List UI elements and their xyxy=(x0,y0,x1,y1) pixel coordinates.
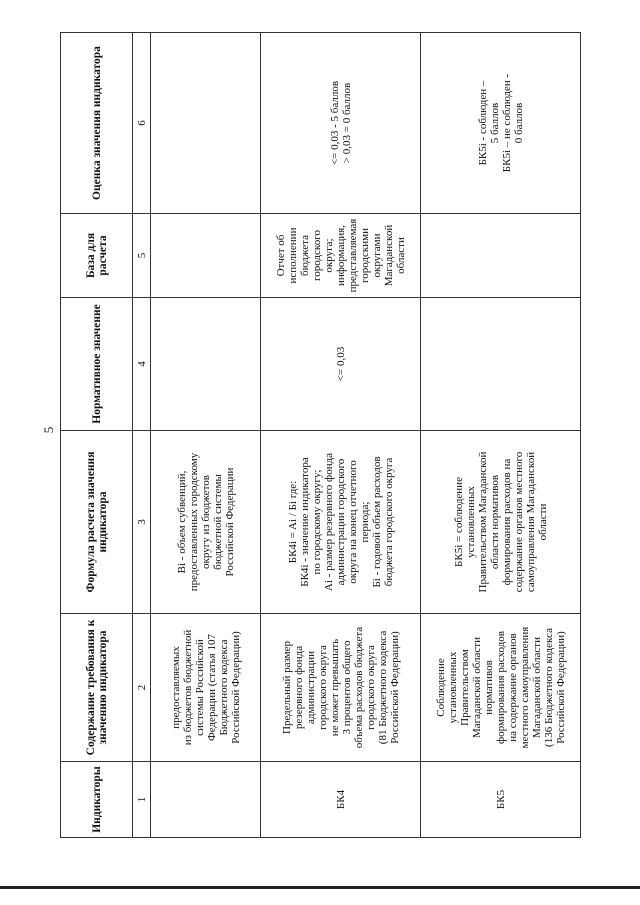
table-row xyxy=(421,33,581,838)
rotated-table-container xyxy=(60,33,580,838)
cell-requirement: Предельный размер резервного фонда администрации городского округа не может превышать 3 процентов общего объема расходов бюджета городского округа (81 Бюджетного кодекса Российской Федерации) xyxy=(261,614,421,762)
header-requirement: Содержание требования к значению индикатора xyxy=(61,614,133,762)
header-formula: Формула расчета значения индикатора xyxy=(61,431,133,614)
cell-indicator: БК4 xyxy=(261,762,421,838)
indicators-table xyxy=(60,32,581,838)
cell-requirement: Соблюдение установленных Правительством Магаданской области нормативов формирования расходов на содержание органов местного самоуправления Магаданской области (136 Бюджетного кодекса Российской Федерации) xyxy=(421,614,581,762)
header-evaluation: Оценка значения индикатора xyxy=(61,33,133,214)
header-base: База для расчета xyxy=(61,214,133,298)
footer-divider xyxy=(0,886,640,889)
cell-base xyxy=(151,214,261,298)
cell-formula: БК4i = Ai / Бi где: БК4i - значение индикатора по городскому округу; Ai - размер резервного фонда администрации городского округа на конец отчетного периода; Бi - годовой объем расходов бюджета городского округа xyxy=(261,431,421,614)
col-number: 1 xyxy=(133,762,151,838)
col-number: 4 xyxy=(133,298,151,431)
cell-formula: Bi - объем субвенций, предоставленных городскому округу из бюджетов бюджетной системы Российской Федерации xyxy=(151,431,261,614)
cell-indicator: БК5 xyxy=(421,762,581,838)
cell-indicator xyxy=(151,762,261,838)
table-row xyxy=(151,33,261,838)
col-number: 5 xyxy=(133,214,151,298)
cell-evaluation xyxy=(151,33,261,214)
table-header-row xyxy=(61,33,133,838)
header-indicators: Индикаторы xyxy=(61,762,133,838)
col-number: 3 xyxy=(133,431,151,614)
cell-formula: БК5i = соблюдение установленных Правительством Магаданской области нормативов формирования расходов на содержание органов местного самоуправления Магаданской области xyxy=(421,431,581,614)
col-number: 2 xyxy=(133,614,151,762)
column-number-row xyxy=(133,33,151,838)
header-normative: Нормативное значение xyxy=(61,298,133,431)
cell-normative xyxy=(421,298,581,431)
cell-base: Отчет об исполнении бюджета городского округа; информация, представляемая городскими округами Магаданской области xyxy=(261,214,421,298)
col-number: 6 xyxy=(133,33,151,214)
cell-evaluation: <= 0,03 - 5 баллов > 0,03 = 0 баллов xyxy=(261,33,421,214)
cell-base xyxy=(421,214,581,298)
cell-normative: <= 0,03 xyxy=(261,298,421,431)
cell-evaluation: БК5i - соблюден – 5 баллов БК5i – не соблюден - 0 баллов xyxy=(421,33,581,214)
cell-normative xyxy=(151,298,261,431)
cell-requirement: предоставляемых из бюджетов бюджетной системы Российской Федерации (статья 107 Бюджетного кодекса Российской Федерации) xyxy=(151,614,261,762)
table-row xyxy=(261,33,421,838)
page-number: 5 xyxy=(41,426,56,434)
